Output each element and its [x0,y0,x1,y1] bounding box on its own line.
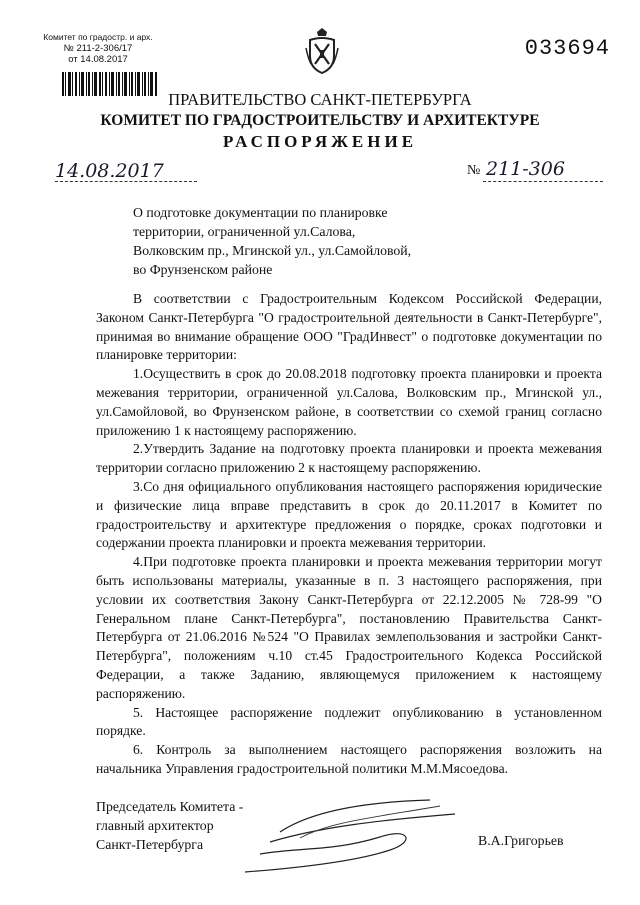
government-title: ПРАВИТЕЛЬСТВО САНКТ-ПЕТЕРБУРГА [168,90,472,109]
preamble-paragraph: В соответствии с Градостроительным Кодексом Российской Федерации, Законом Санкт-Петербурга "О градостроительной деятельности в Санкт-Петербурге", принимая во внимание обращение ООО "ГрадИнвест" о подготовке документации по планировке территории: [96,291,602,363]
subject-line: О подготовке документации по планировке [133,205,388,220]
clause-3: 3.Со дня официального опубликования настоящего распоряжения юридические и физические лица вправе представить в срок до 20.11.2017 в Комитет по градостроительству и архитектуре предложения о порядке, сроках подготовки и содержании проекта планировки и проекта межевания территории. [96,478,602,551]
coat-of-arms-icon [305,28,339,74]
stamp-reg-number: № 211-2-306/17 [63,43,133,54]
order-subject [133,203,463,279]
clause-4: 4.При подготовке проекта планировки и проекта межевания территории могут быть использованы материалы, указанные в п. 3 настоящего распоряжения, при условии их соответствия Закону Санкт-Петербурга от 22.12.2005 № 728-99 "О Генеральном плане Санкт-Петербурга", постановлению Правительства Санкт-Петербурга от 21.06.2016 №524 "О Правилах землепользования и застройки Санкт-Петербурга", положениям ч.10 ст.45 Градостроительного Кодекса Российской Федерации, а также Заданию, являющемуся приложением к настоящему распоряжению. [96,554,602,701]
clause-6: 6. Контроль за выполнением настоящего распоряжения возложить на начальника Управления градостроительной политики М.М.Мясоедова. [96,742,602,776]
order-number-label: № [467,163,481,178]
order-date: 14.08.2017 [55,160,164,182]
subject-line: во Фрунзенском районе [133,262,273,277]
registration-stamp [38,32,158,65]
signatory-position-line: Председатель Комитета - [96,799,244,814]
signatory-position-line: главный архитектор [96,818,214,833]
clause-1: 1.Осуществить в срок до 20.08.2018 подготовку проекта планировки и проекта межевания территории, ограниченной ул.Салова, Волковским пр., Мгинской ул., ул.Самойловой, во Фрунзенском районе, в соответствии со схемой границ согласно приложению 1 к настоящему распоряжению. [96,366,602,438]
date-underline [55,181,197,182]
handwritten-signature [240,792,470,877]
subject-line: Волковским пр., Мгинской ул., ул.Самойловой, [133,243,412,258]
clause-5: 5. Настоящее распоряжение подлежит опубликованию в установленном порядке. [96,704,602,739]
number-underline [483,181,603,182]
order-body [96,290,602,779]
subject-line: территории, ограниченной ул.Салова, [133,224,356,239]
order-number: 211-306 [486,158,565,180]
signer-name: В.А.Григорьев [478,833,564,848]
signatory-position-line: Санкт-Петербурга [96,837,204,852]
clause-2: 2.Утвердить Задание на подготовку проекта планировки и проекта межевания территории согласно приложению 2 к настоящему распоряжению. [96,441,602,476]
committee-title: КОМИТЕТ ПО ГРАДОСТРОИТЕЛЬСТВУ И АРХИТЕКТУРЕ [100,112,540,129]
document-serial-number: 033694 [524,36,610,61]
stamp-reg-date: от 14.08.2017 [68,54,128,65]
order-title: РАСПОРЯЖЕНИЕ [222,132,418,151]
stamp-committee: Комитет по градостр. и арх. [43,32,153,42]
